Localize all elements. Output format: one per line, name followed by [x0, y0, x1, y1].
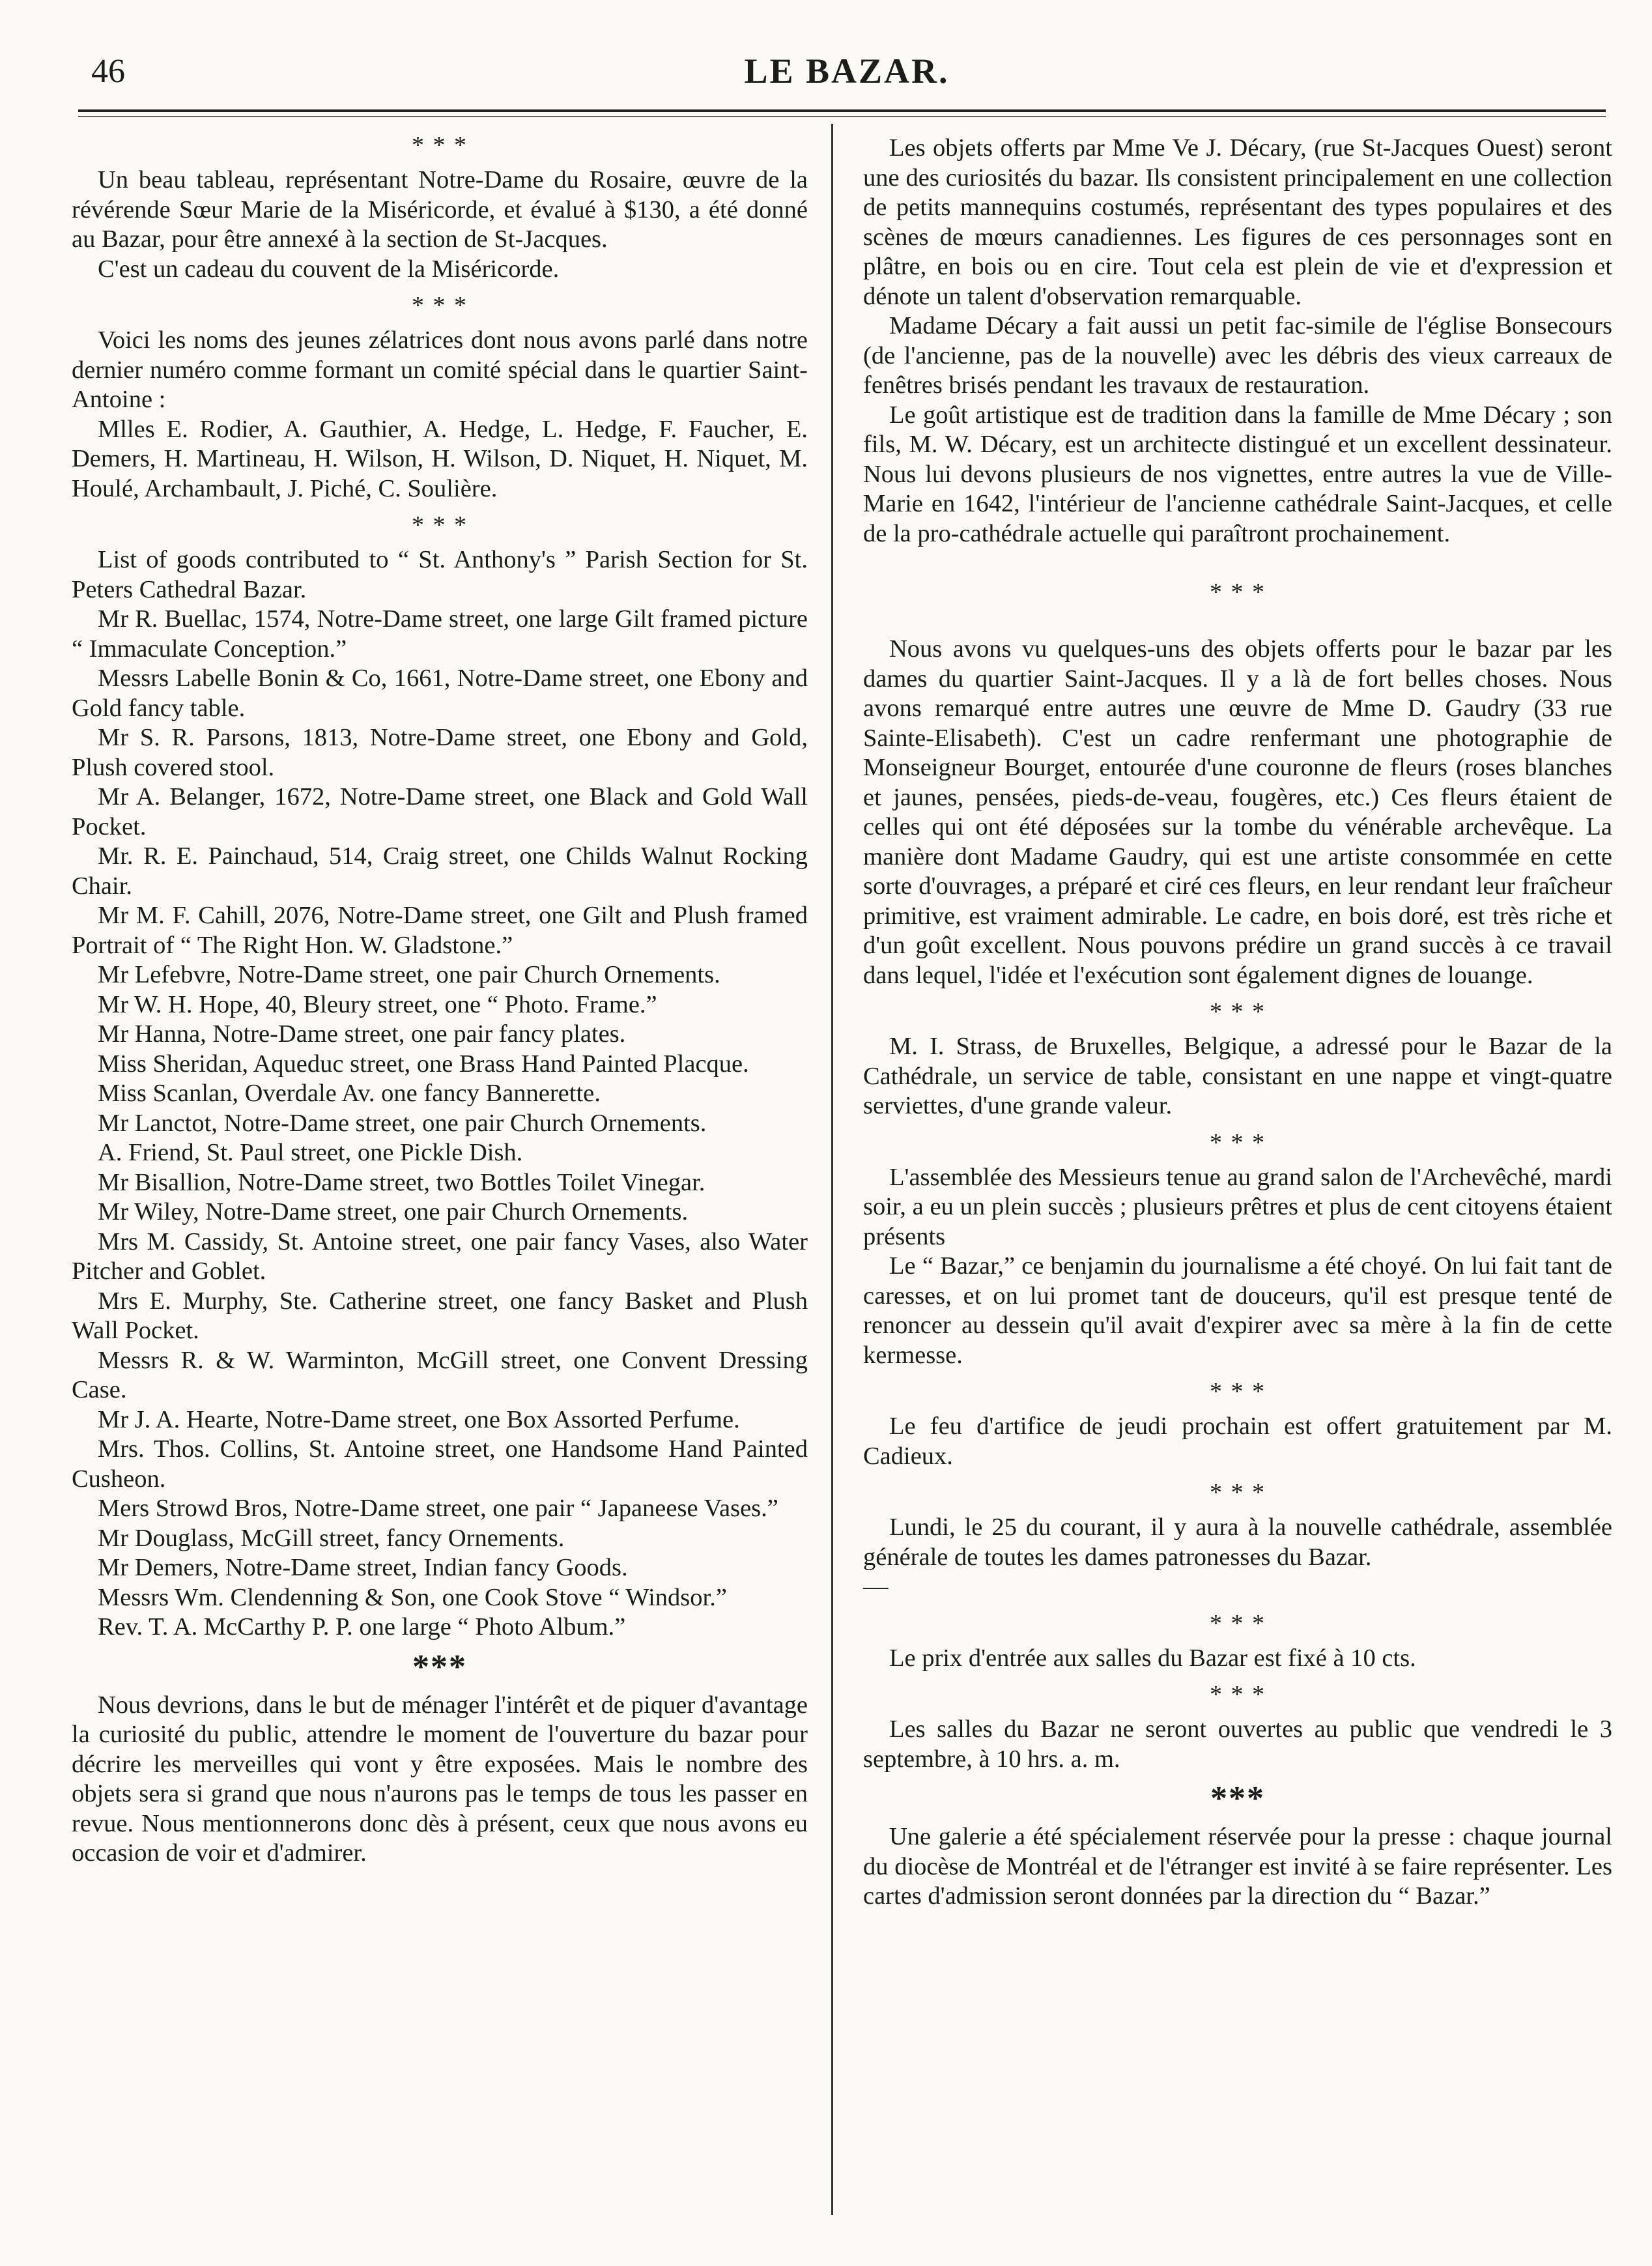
separator-stars: * * * [412, 511, 468, 539]
list-item: Mr Lefebvre, Notre-Dame street, one pair Church Ornements. [98, 961, 720, 988]
paragraph: L'assemblée des Messieurs tenue au grand salon de l'Archevêché, mardi soir, a eu un plein succès ; plusieurs prêtres et plus de cent citoyens étaient présents [863, 1163, 1612, 1250]
separator-stars: * * * [1210, 998, 1266, 1025]
paragraph: Un beau tableau, représentant Notre-Dame du Rosaire, œuvre de la révérende Sœur Marie de la Miséricorde, et évalué à $130, a été donné au Bazar, pour être annexé à la section de St-Jacques. [72, 166, 808, 253]
paragraph: Les objets offerts par Mme Ve J. Décary, (rue St-Jacques Ouest) seront une des curiosités du bazar. Ils consistent principalement en une collection de petits mannequins costumés, représentant des types populaires et des scènes de mœurs canadiennes. Les figures de ces personnages sont en plâtre, en bois ou en cire. Tout cela est plein de vie et d'expression et dénote un talent d'observation remarquable. [863, 134, 1612, 310]
paragraph: Madame Décary a fait aussi un petit fac-simile de l'église Bonsecours (de l'ancienne, pas de la nouvelle) avec les débris des vieux carreaux de fenêtres brisés pendant les travaux de restauration. [863, 312, 1612, 399]
paragraph: Le “ Bazar,” ce benjamin du journalisme a été choyé. On lui fait tant de caresses, et on lui promet tant de douceurs, qu'il est presque tenté de renoncer au dessein qu'il avait d'expirer avec sa mère à la fin de cette kermesse. [863, 1252, 1612, 1369]
list-item: Mr R. Buellac, 1574, Notre-Dame street, one large Gilt framed picture “ Immaculate Conception.” [72, 605, 808, 663]
list-item: Mr Hanna, Notre-Dame street, one pair fancy plates. [98, 1020, 626, 1048]
column-divider [831, 124, 833, 2215]
separator-stars: *** [1210, 1780, 1265, 1817]
separator-stars: * * * [1210, 1128, 1266, 1156]
list-item: Rev. T. A. McCarthy P. P. one large “ Photo Album.” [98, 1613, 626, 1641]
paragraph: Nous devrions, dans le but de ménager l'intérêt et de piquer d'avantage la curiosité du public, attendre le moment de l'ouverture du bazar pour décrire les merveilles qui vont y être exposées. Mais le nombre des objets sera si grand que nous n'aurons pas le temps de tous les passer en revue. Nous mentionnerons donc dès à présent, ceux que nous avons eu occasion de voir et d'admirer. [72, 1691, 808, 1867]
separator-stars: * * * [1210, 1378, 1266, 1405]
page-header [78, 46, 1616, 104]
list-item: Mr M. F. Cahill, 2076, Notre-Dame street, one Gilt and Plush framed Portrait of “ The Right Hon. W. Gladstone.” [72, 902, 808, 959]
list-item: Mrs M. Cassidy, St. Antoine street, one pair fancy Vases, also Water Pitcher and Goblet. [72, 1227, 808, 1285]
paragraph: Mlles E. Rodier, A. Gauthier, A. Hedge, L. Hedge, F. Faucher, E. Demers, H. Martineau, H. Wilson, H. Wilson, D. Niquet, H. Niquet, M. Houlé, Archambault, J. Piché, C. Soulière. [72, 415, 808, 502]
paragraph: Voici les noms des jeunes zélatrices dont nous avons parlé dans notre dernier numéro comme formant un comité spécial dans le quartier Saint-Antoine : [72, 326, 808, 413]
list-item: Mers Strowd Bros, Notre-Dame street, one pair “ Japaneese Vases.” [98, 1495, 778, 1522]
list-item: Miss Sheridan, Aqueduc street, one Brass Hand Painted Placque. [98, 1050, 749, 1078]
paragraph: Lundi, le 25 du courant, il y aura à la nouvelle cathédrale, assemblée générale de toutes les dames patronesses du Bazar. [863, 1513, 1612, 1571]
list-item: Miss Scanlan, Overdale Av. one fancy Bannerette. [98, 1080, 601, 1107]
list-item: Mr. R. E. Painchaud, 514, Craig street, one Childs Walnut Rocking Chair. [72, 842, 808, 900]
list-item: Mr Douglass, McGill street, fancy Ornements. [98, 1524, 565, 1552]
separator-stars: * * * [1210, 1479, 1266, 1506]
paragraph: Le goût artistique est de tradition dans la famille de Mme Décary ; son fils, M. W. Décary, est un architecte distingué et un excellent dessinateur. Nous lui devons plusieurs de nos vignettes, entre autres la vue de Ville-Marie en 1642, l'intérieur de l'ancienne cathédrale Saint-Jacques, et celle de la pro-cathédrale actuelle qui paraîtront prochainement. [863, 401, 1612, 547]
paragraph: Une galerie a été spécialement réservée pour la presse : chaque journal du diocèse de Montréal et de l'étranger est invité à se faire représenter. Les cartes d'admission seront données par la direction du “ Bazar.” [863, 1823, 1612, 1910]
separator-stars: * * * [1210, 1609, 1266, 1637]
list-item: Mr Wiley, Notre-Dame street, one pair Church Ornements. [98, 1198, 689, 1226]
list-item: A. Friend, St. Paul street, one Pickle Dish. [98, 1139, 523, 1166]
list-item: Messrs Labelle Bonin & Co, 1661, Notre-Dame street, one Ebony and Gold fancy table. [72, 665, 808, 722]
list-item: Mrs E. Murphy, Ste. Catherine street, one fancy Basket and Plush Wall Pocket. [72, 1287, 808, 1344]
list-item: Messrs Wm. Clendenning & Son, one Cook Stove “ Windsor.” [98, 1583, 727, 1611]
paragraph: Nous avons vu quelques-uns des objets offerts pour le bazar par les dames du quartier Saint-Jacques. Il y a là de fort belles choses. Nous avons remarqué entre autres une œuvre de Mme D. Gaudry (33 rue Sainte-Elisabeth). C'est un cadre renfermant une photographie de Monseigneur Bourget, entourée d'une couronne de fleurs (roses blanches et jaunes, pensées, pieds-de-veau, fougères, etc.) Ces fleurs étaient de celles qui ont été déposées sur la tombe du vénérable archevêque. La manière dont Madame Gaudry, qui est une artiste consommée en cette sorte d'ouvrages, a préparé et ciré ces fleurs, en leur rendant leur fraîcheur primitive, est vraiment admirable. Le cadre, en bois doré, est très riche et d'un goût excellent. Nous pouvons prédire un grand succès à ce travail dans lequel, l'idée et l'exécution sont également dignes de louange. [863, 635, 1612, 989]
paragraph: C'est un cadeau du couvent de la Miséricorde. [98, 255, 560, 283]
list-item: Messrs R. & W. Warminton, McGill street, one Convent Dressing Case. [72, 1346, 808, 1403]
list-item: Mr Bisallion, Notre-Dame street, two Bottles Toilet Vinegar. [98, 1168, 705, 1196]
separator-stars: * * * [412, 132, 468, 159]
list-item: Mr Demers, Notre-Dame street, Indian fancy Goods. [98, 1554, 628, 1581]
goods-list [72, 605, 808, 1642]
list-item: Mr S. R. Parsons, 1813, Notre-Dame street, one Ebony and Gold, Plush covered stool. [72, 724, 808, 781]
dash-mark: — [863, 1573, 889, 1600]
list-item: Mrs. Thos. Collins, St. Antoine street, one Handsome Hand Painted Cusheon. [72, 1435, 808, 1493]
paragraph: M. I. Strass, de Bruxelles, Belgique, a adressé pour le Bazar de la Cathédrale, un service de table, consistant en une nappe et vingt-quatre serviettes, d'une grande valeur. [863, 1033, 1612, 1119]
right-column [863, 134, 1612, 1912]
separator-stars: *** [412, 1648, 467, 1685]
separator-stars: * * * [1210, 1681, 1266, 1708]
header-rule [78, 109, 1606, 117]
paragraph: Les salles du Bazar ne seront ouvertes au public que vendredi le 3 septembre, à 10 hrs. a. m. [863, 1715, 1612, 1773]
separator-stars: * * * [1210, 579, 1266, 606]
journal-title: LE BAZAR. [744, 51, 950, 91]
list-intro: List of goods contributed to “ St. Anthony's ” Parish Section for St. Peters Cathedral Bazar. [72, 546, 808, 603]
left-column [72, 124, 808, 1869]
paragraph: Le prix d'entrée aux salles du Bazar est fixé à 10 cts. [889, 1644, 1416, 1672]
list-item: Mr Lanctot, Notre-Dame street, one pair Church Ornements. [98, 1109, 707, 1137]
list-item: Mr W. H. Hope, 40, Bleury street, one “ Photo. Frame.” [98, 990, 657, 1018]
separator-stars: * * * [412, 292, 468, 319]
paragraph: Le feu d'artifice de jeudi prochain est offert gratuitement par M. Cadieux. [863, 1413, 1612, 1470]
page-number: 46 [91, 53, 125, 90]
list-item: Mr A. Belanger, 1672, Notre-Dame street, one Black and Gold Wall Pocket. [72, 783, 808, 840]
list-item: Mr J. A. Hearte, Notre-Dame street, one Box Assorted Perfume. [98, 1405, 740, 1433]
